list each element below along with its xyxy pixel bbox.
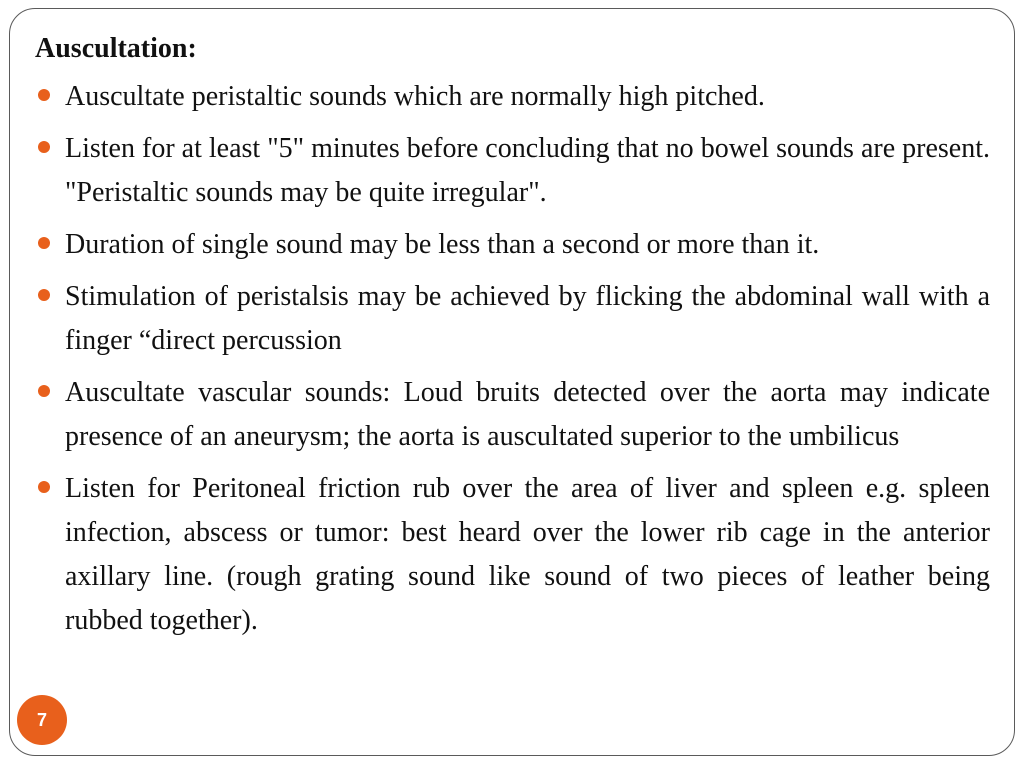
- bullet-text: Auscultate vascular sounds: Loud bruits detected over the aorta may indicate presence of an aneurysm; the aorta is auscultated superior to the umbilicus: [65, 377, 990, 452]
- page-number-badge: 7: [17, 695, 67, 745]
- bullet-text: Duration of single sound may be less than a second or more than it.: [65, 229, 820, 260]
- bullet-item: [35, 223, 990, 267]
- bullet-item: [35, 371, 990, 459]
- bullet-dot-icon: [38, 289, 50, 301]
- bullet-item: [35, 127, 990, 215]
- bullet-item: [35, 75, 990, 119]
- bullet-dot-icon: [38, 237, 50, 249]
- bullet-text: Listen for at least "5" minutes before concluding that no bowel sounds are present. "Peristaltic sounds may be quite irregular".: [65, 133, 990, 208]
- bullet-dot-icon: [38, 481, 50, 493]
- bullet-item: [35, 275, 990, 363]
- bullet-dot-icon: [38, 385, 50, 397]
- bullet-text: Listen for Peritoneal friction rub over the area of liver and spleen e.g. spleen infection, abscess or tumor: best heard over the lower rib cage in the anterior axillary line. (rough grating sound like sound of two pieces of leather being rubbed together).: [65, 473, 990, 636]
- bullet-text: Stimulation of peristalsis may be achieved by flicking the abdominal wall with a finger “direct percussion: [65, 281, 990, 356]
- bullet-dot-icon: [38, 89, 50, 101]
- bullet-item: [35, 467, 990, 643]
- bullet-dot-icon: [38, 141, 50, 153]
- slide-title: Auscultation:: [35, 33, 197, 64]
- slide-content: [35, 27, 990, 651]
- bullet-text: Auscultate peristaltic sounds which are normally high pitched.: [65, 81, 765, 112]
- bullet-list: [35, 75, 990, 643]
